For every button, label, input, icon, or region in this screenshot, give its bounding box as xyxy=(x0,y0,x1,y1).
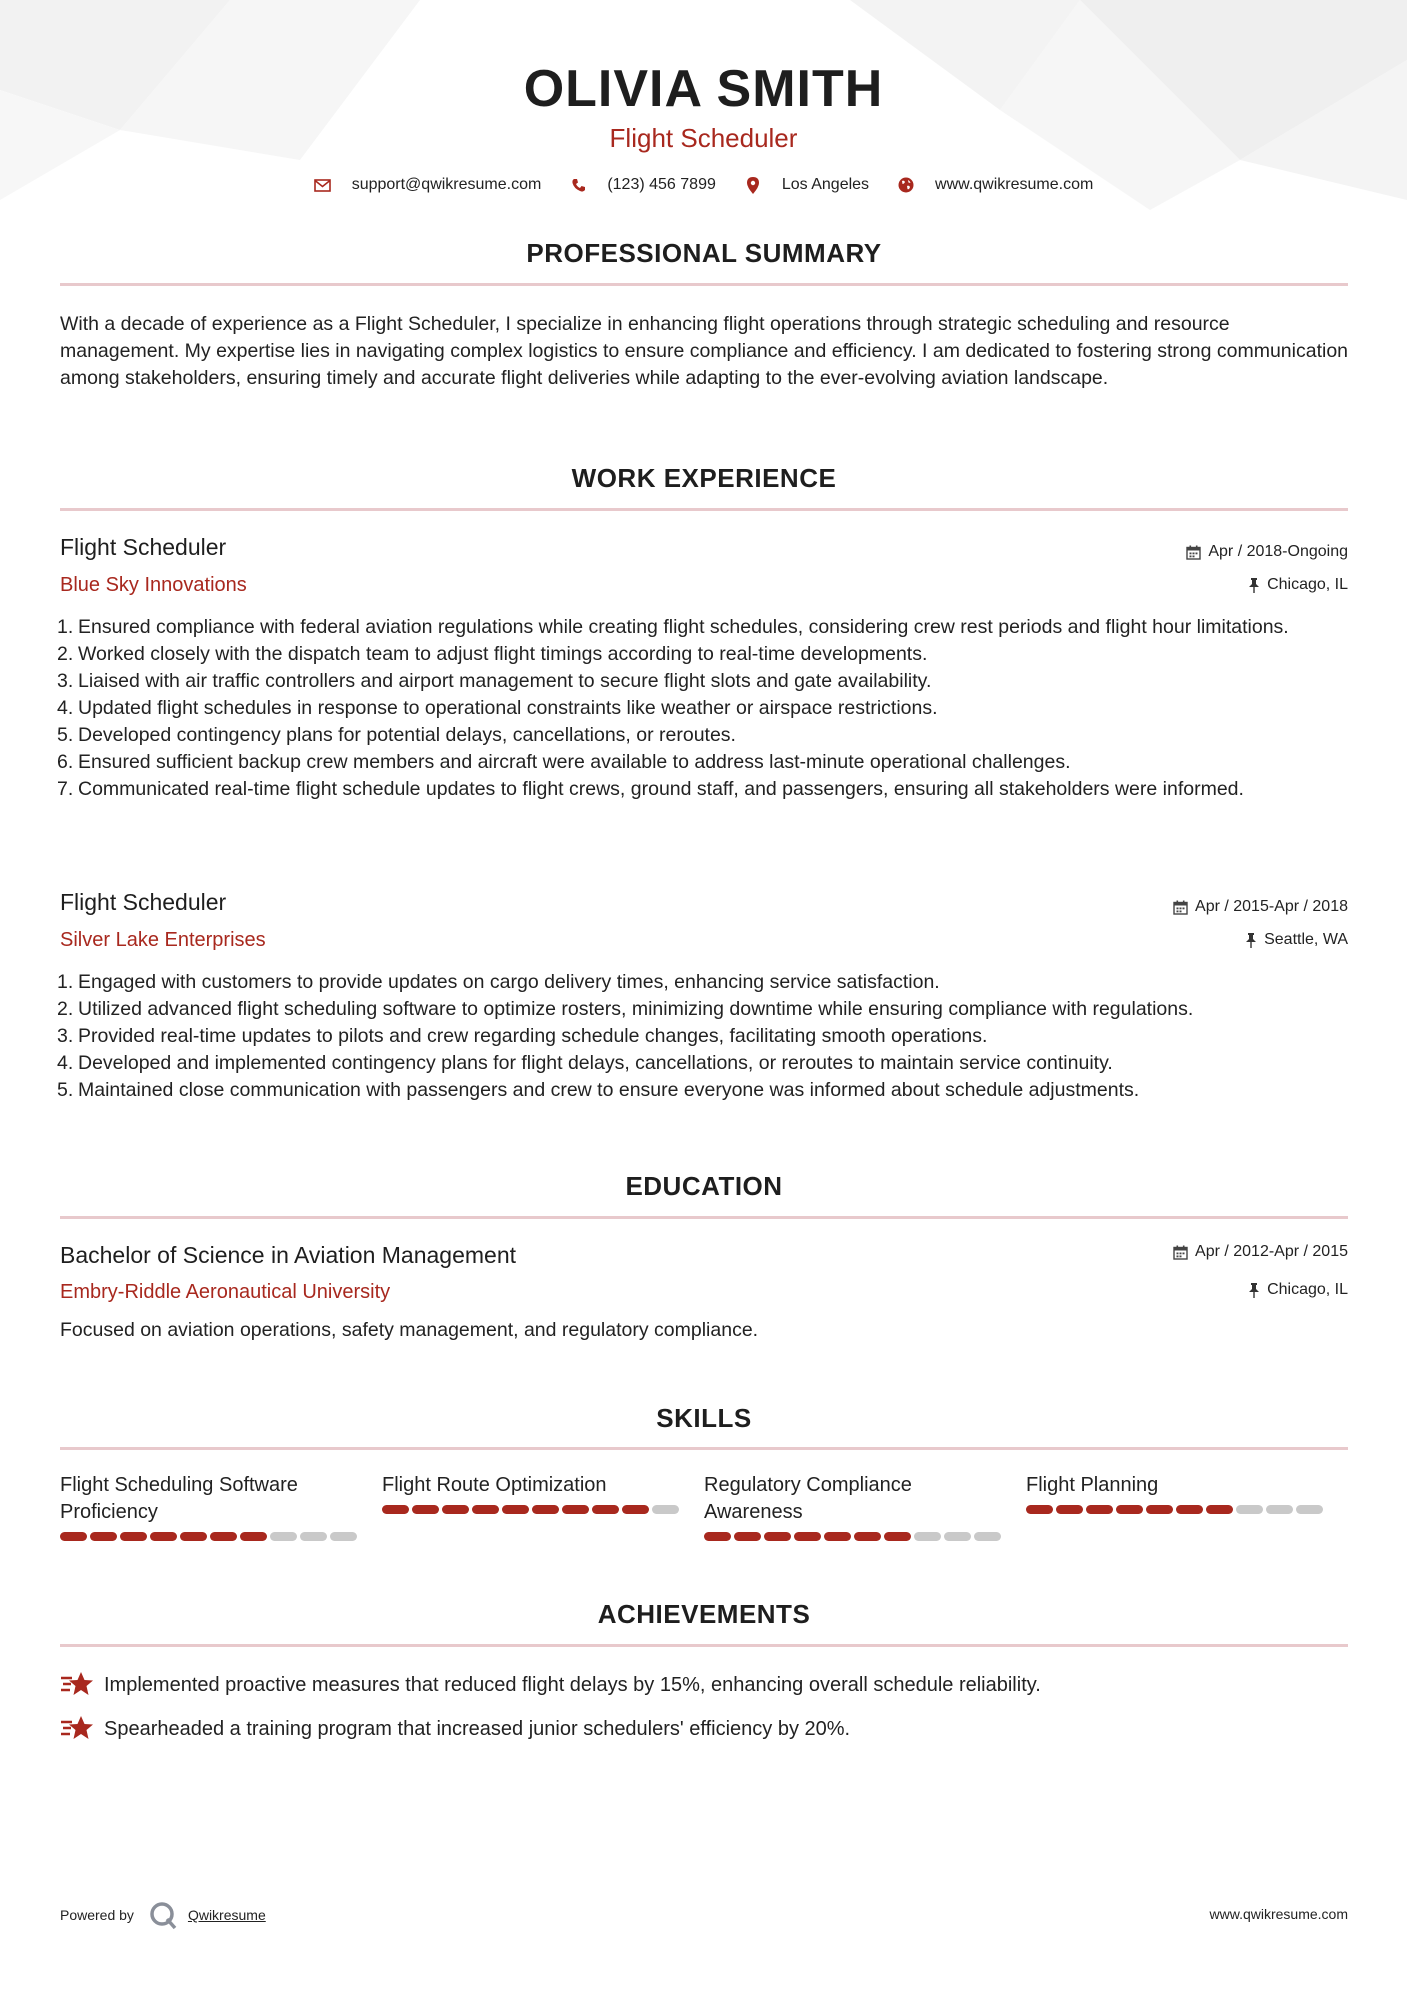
experience-heading: WORK EXPERIENCE xyxy=(571,463,837,493)
rating-dot-filled xyxy=(592,1505,619,1514)
experience-divider xyxy=(60,508,1348,511)
qwikresume-link[interactable]: Qwikresume xyxy=(187,1907,266,1923)
skill-rating xyxy=(704,1532,1026,1541)
rating-dot-empty xyxy=(1236,1505,1263,1514)
rating-dot-empty xyxy=(1296,1505,1323,1514)
list-item: 2. Utilized advanced flight scheduling software to optimize rosters, minimizing downtime while ensuring compliance with regulations. xyxy=(57,998,1194,1020)
rating-dot-filled xyxy=(1116,1505,1143,1514)
rating-dot-filled xyxy=(442,1505,469,1514)
list-item: 1. Ensured compliance with federal aviation regulations while creating flight schedules, considering crew rest periods and flight hour limitations. xyxy=(57,616,1289,638)
contact-location xyxy=(744,176,869,194)
job-location-text: Chicago, IL xyxy=(1267,576,1348,593)
rating-dot-filled xyxy=(1206,1505,1233,1514)
job-location xyxy=(1245,931,1348,949)
job-location xyxy=(1248,576,1348,594)
education-dates-text: Apr / 2012-Apr / 2015 xyxy=(1195,1243,1348,1260)
education-school: Embry-Riddle Aeronautical University xyxy=(60,1281,391,1303)
job-bullets xyxy=(57,969,1350,1104)
achievements-heading: ACHIEVEMENTS xyxy=(597,1599,811,1629)
summary-heading: PROFESSIONAL SUMMARY xyxy=(526,238,882,268)
qwikresume-logo-icon xyxy=(148,1900,178,1930)
map-pin-icon xyxy=(744,176,762,194)
education-location xyxy=(1248,1281,1348,1299)
footer-powered-by xyxy=(60,1900,266,1930)
list-item: 7. Communicated real-time flight schedule updates to flight crews, ground staff, and passengers, ensuring all stakeholders were informed. xyxy=(57,778,1244,800)
summary-divider xyxy=(60,283,1348,286)
list-item: 3. Liaised with air traffic controllers and airport management to secure flight slots and gate availability. xyxy=(57,670,932,692)
powered-by-label: Powered by xyxy=(60,1907,134,1923)
rating-dot-filled xyxy=(90,1532,117,1541)
rating-dot-filled xyxy=(1056,1505,1083,1514)
education-description: Focused on aviation operations, safety management, and regulatory compliance. xyxy=(60,1319,759,1341)
candidate-name: OLIVIA SMITH xyxy=(523,60,884,118)
candidate-role: Flight Scheduler xyxy=(609,123,798,153)
contact-location-text: Los Angeles xyxy=(781,176,870,193)
list-item: 4. Updated flight schedules in response to operational constraints like weather or airspace restrictions. xyxy=(57,697,938,719)
rating-dot-empty xyxy=(652,1505,679,1514)
rating-dot-filled xyxy=(60,1532,87,1541)
skill-name: Flight Scheduling Software Proficiency xyxy=(60,1474,298,1523)
pushpin-icon xyxy=(1248,578,1260,593)
job-dates-text: Apr / 2018-Ongoing xyxy=(1208,543,1348,560)
globe-icon xyxy=(897,176,915,194)
skills-divider xyxy=(60,1447,1348,1450)
shooting-star-icon xyxy=(60,1670,94,1700)
skill-item xyxy=(1026,1472,1348,1541)
rating-dot-filled xyxy=(854,1532,881,1541)
rating-dot-filled xyxy=(210,1532,237,1541)
rating-dot-filled xyxy=(764,1532,791,1541)
rating-dot-filled xyxy=(1176,1505,1203,1514)
skill-rating xyxy=(382,1505,704,1514)
education-degree: Bachelor of Science in Aviation Management xyxy=(60,1242,517,1268)
rating-dot-filled xyxy=(412,1505,439,1514)
job-company: Blue Sky Innovations xyxy=(60,574,247,596)
rating-dot-empty xyxy=(914,1532,941,1541)
envelope-icon xyxy=(314,176,332,194)
skill-name: Regulatory Compliance Awareness xyxy=(704,1474,912,1523)
skill-rating xyxy=(60,1532,382,1541)
skill-item xyxy=(704,1472,1026,1541)
pushpin-icon xyxy=(1245,933,1257,948)
summary-text: With a decade of experience as a Flight Scheduler, I specialize in enhancing flight operations through strategic scheduling and resource management. My expertise lies in navigating complex logistics to ensure compliance and efficiency. I am dedicated to fostering strong communication among stakeholders, ensuring timely and accurate flight deliveries while adapting to the ever-evolving aviation landscape. xyxy=(60,313,1349,389)
rating-dot-filled xyxy=(532,1505,559,1514)
rating-dot-filled xyxy=(734,1532,761,1541)
list-item: 2. Worked closely with the dispatch team to adjust flight timings according to real-time developments. xyxy=(57,643,928,665)
rating-dot-filled xyxy=(382,1505,409,1514)
job-dates xyxy=(1186,543,1348,561)
achievement-text: Spearheaded a training program that increased junior schedulers' efficiency by 20%. xyxy=(104,1717,851,1740)
rating-dot-filled xyxy=(150,1532,177,1541)
job-dates-text: Apr / 2015-Apr / 2018 xyxy=(1195,898,1348,915)
list-item: 6. Ensured sufficient backup crew members and aircraft were available to address last-minute operational challenges. xyxy=(57,751,1071,773)
rating-dot-filled xyxy=(120,1532,147,1541)
rating-dot-empty xyxy=(944,1532,971,1541)
footer-website[interactable]: www.qwikresume.com xyxy=(1209,1906,1348,1922)
job-title: Flight Scheduler xyxy=(60,889,227,915)
skill-item xyxy=(60,1472,382,1541)
rating-dot-filled xyxy=(704,1532,731,1541)
skill-rating xyxy=(1026,1505,1348,1514)
education-heading: EDUCATION xyxy=(625,1171,783,1201)
contact-phone-text: (123) 456 7899 xyxy=(607,176,716,193)
rating-dot-empty xyxy=(300,1532,327,1541)
achievement-text: Implemented proactive measures that reduced flight delays by 15%, enhancing overall schedule reliability. xyxy=(104,1673,1041,1696)
contact-bar xyxy=(0,176,1407,194)
rating-dot-filled xyxy=(824,1532,851,1541)
rating-dot-filled xyxy=(884,1532,911,1541)
list-item: 5. Maintained close communication with passengers and crew to ensure everyone was informed about schedule adjustments. xyxy=(57,1079,1140,1101)
education-location-text: Chicago, IL xyxy=(1267,1281,1348,1298)
shooting-star-icon xyxy=(60,1714,94,1744)
job-company: Silver Lake Enterprises xyxy=(60,929,266,951)
achievements-divider xyxy=(60,1644,1348,1647)
contact-website[interactable] xyxy=(897,176,1093,194)
contact-phone[interactable] xyxy=(569,176,716,194)
contact-email[interactable] xyxy=(314,176,542,194)
rating-dot-filled xyxy=(622,1505,649,1514)
contact-website-text: www.qwikresume.com xyxy=(935,176,1094,193)
calendar-icon xyxy=(1173,1245,1188,1260)
skill-item xyxy=(382,1472,704,1541)
education-dates xyxy=(1173,1243,1348,1261)
job-dates xyxy=(1173,898,1348,916)
rating-dot-filled xyxy=(502,1505,529,1514)
resume-header xyxy=(0,58,1407,194)
pushpin-icon xyxy=(1248,1283,1260,1298)
skill-name: Flight Route Optimization xyxy=(382,1474,607,1496)
skills-heading: SKILLS xyxy=(656,1403,752,1433)
rating-dot-filled xyxy=(472,1505,499,1514)
calendar-icon xyxy=(1186,545,1201,560)
list-item: 3. Provided real-time updates to pilots and crew regarding schedule changes, facilitating smooth operations. xyxy=(57,1025,988,1047)
rating-dot-filled xyxy=(794,1532,821,1541)
skill-name: Flight Planning xyxy=(1026,1474,1159,1496)
list-item: 4. Developed and implemented contingency plans for flight delays, cancellations, or reroutes to maintain service continuity. xyxy=(57,1052,1113,1074)
skills-grid xyxy=(60,1472,1348,1541)
rating-dot-empty xyxy=(1266,1505,1293,1514)
achievement-item xyxy=(60,1714,850,1744)
rating-dot-empty xyxy=(330,1532,357,1541)
rating-dot-filled xyxy=(1146,1505,1173,1514)
achievement-item xyxy=(60,1670,1041,1700)
rating-dot-filled xyxy=(1086,1505,1113,1514)
rating-dot-filled xyxy=(180,1532,207,1541)
list-item: 5. Developed contingency plans for potential delays, cancellations, or reroutes. xyxy=(57,724,736,746)
job-title: Flight Scheduler xyxy=(60,534,227,560)
rating-dot-filled xyxy=(240,1532,267,1541)
rating-dot-empty xyxy=(270,1532,297,1541)
list-item: 1. Engaged with customers to provide updates on cargo delivery times, enhancing service satisfaction. xyxy=(57,971,940,993)
phone-icon xyxy=(569,176,587,194)
contact-email-text: support@qwikresume.com xyxy=(351,176,542,193)
calendar-icon xyxy=(1173,900,1188,915)
rating-dot-empty xyxy=(974,1532,1001,1541)
job-location-text: Seattle, WA xyxy=(1264,931,1348,948)
education-divider xyxy=(60,1216,1348,1219)
rating-dot-filled xyxy=(562,1505,589,1514)
job-bullets xyxy=(57,614,1350,803)
rating-dot-filled xyxy=(1026,1505,1053,1514)
